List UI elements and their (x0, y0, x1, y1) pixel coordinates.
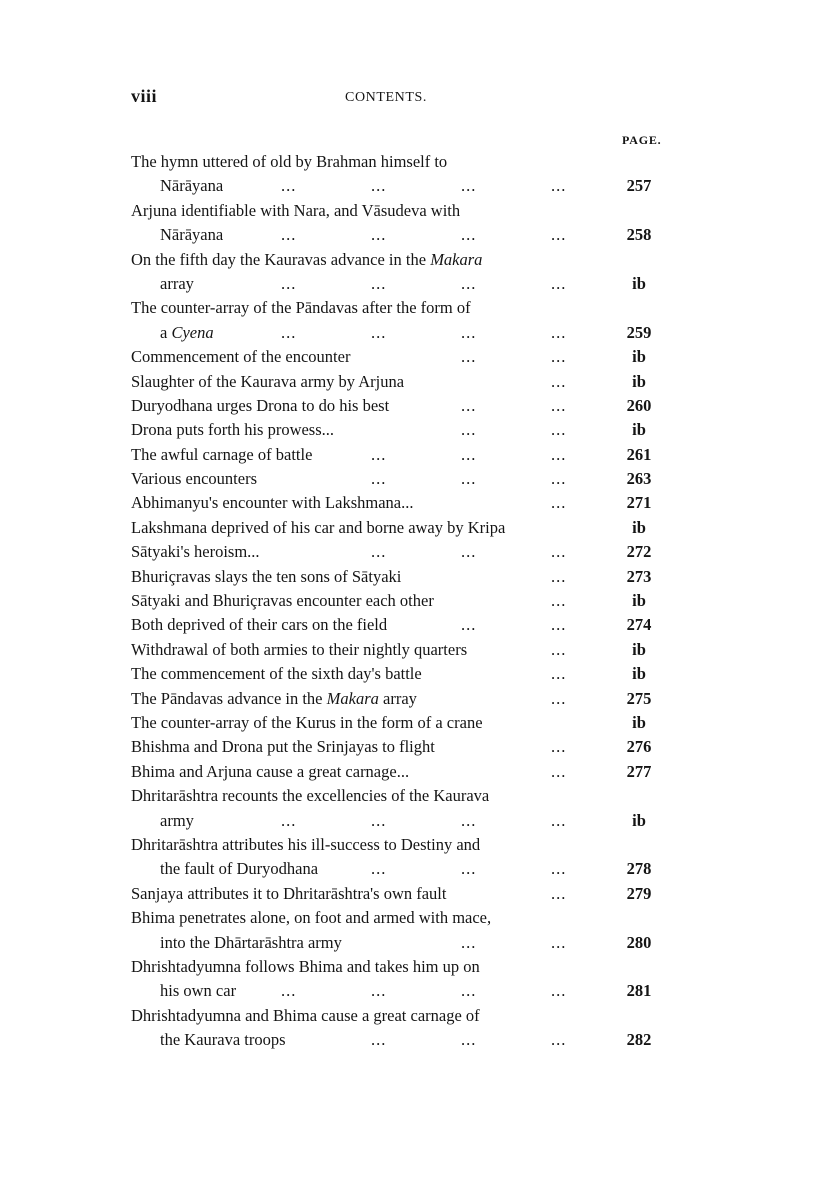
entry-text: Abhimanyu's encounter with Lakshmana... (131, 493, 414, 513)
toc-line (131, 174, 691, 198)
toc-entry (131, 711, 691, 735)
page-ref: 277 (626, 761, 652, 781)
dot-leader: ... (551, 322, 567, 342)
entry-text: Nārāyana (160, 176, 224, 196)
dot-leader: ... (461, 420, 477, 440)
dot-leader: ... (461, 322, 477, 342)
toc-entry (131, 735, 691, 759)
page-ref: 276 (626, 737, 652, 757)
toc-line (131, 272, 691, 296)
toc-line (131, 931, 691, 955)
dot-leader: ... (551, 420, 567, 440)
dot-leader: ... (551, 981, 567, 1001)
entry-text: The counter-array of the Pāndavas after the form of (131, 298, 471, 318)
page-ref: ib (632, 273, 646, 293)
toc-line (131, 491, 691, 515)
dot-leader: ... (281, 176, 297, 196)
entry-text: Drona puts forth his prowess... (131, 420, 335, 440)
entry-text: The hymn uttered of old by Brahman himself to (131, 152, 448, 171)
toc-entry (131, 516, 691, 540)
toc-entry (131, 906, 691, 955)
dot-leader: ... (461, 469, 477, 489)
page-ref: 257 (626, 176, 652, 196)
dot-leader: ... (461, 542, 477, 562)
toc-entry (131, 638, 691, 662)
dot-leader: ... (551, 395, 567, 415)
entry-text: array (160, 273, 194, 293)
page-ref: ib (632, 347, 646, 367)
page-ref: 274 (626, 615, 652, 635)
toc-entry (131, 613, 691, 637)
toc-line (131, 882, 691, 906)
dot-leader: ... (461, 444, 477, 464)
toc-line (131, 443, 691, 467)
toc-entry (131, 687, 691, 711)
toc-line (131, 418, 691, 442)
toc-line (131, 199, 691, 223)
page-ref: 271 (626, 493, 652, 513)
entry-text: the Kaurava troops (160, 1030, 286, 1050)
italic-term: Makara (430, 249, 483, 269)
dot-leader: ... (551, 1030, 567, 1050)
entry-text: Dhritarāshtra attributes his ill-success to Destiny and (131, 834, 481, 854)
dot-leader: ... (371, 322, 387, 342)
dot-leader: ... (371, 273, 387, 293)
toc-line (131, 711, 691, 735)
page-ref: ib (632, 591, 646, 611)
toc-line (131, 613, 691, 637)
dot-leader: ... (461, 981, 477, 1001)
dot-leader: ... (551, 664, 567, 684)
page-ref: ib (632, 371, 646, 391)
toc-entry (131, 296, 691, 345)
dot-leader: ... (551, 883, 567, 903)
dot-leader: ... (551, 542, 567, 562)
page-ref: 259 (626, 322, 652, 342)
italic-term: Makara (326, 688, 379, 708)
toc-line (131, 955, 691, 979)
toc-line (131, 857, 691, 881)
entry-text: a Cyena (160, 322, 214, 342)
entry-text: Nārāyana (160, 225, 224, 245)
page-ref: 278 (626, 859, 652, 879)
toc-entry (131, 467, 691, 491)
toc-line (131, 150, 691, 174)
dot-leader: ... (551, 347, 567, 367)
contents-list (131, 150, 691, 1052)
dot-leader: ... (551, 371, 567, 391)
page-ref: 282 (626, 1030, 652, 1050)
toc-line (131, 589, 691, 613)
dot-leader: ... (551, 566, 567, 586)
dot-leader: ... (371, 859, 387, 879)
dot-leader: ... (551, 688, 567, 708)
toc-line (131, 735, 691, 759)
dot-leader: ... (371, 1030, 387, 1050)
toc-entry (131, 540, 691, 564)
dot-leader: ... (551, 810, 567, 830)
dot-leader: ... (281, 273, 297, 293)
entry-text: Dhrishtadyumna and Bhima cause a great carnage of (131, 1005, 480, 1025)
entry-text: Bhishma and Drona put the Srinjayas to flight (131, 737, 435, 757)
page-ref: ib (632, 712, 646, 732)
page-ref: ib (632, 810, 646, 830)
dot-leader: ... (551, 932, 567, 952)
toc-line (131, 394, 691, 418)
toc-entry (131, 784, 691, 833)
toc-entry (131, 1004, 691, 1053)
toc-line (131, 833, 691, 857)
toc-line (131, 1004, 691, 1028)
italic-term: Cyena (171, 322, 214, 342)
page-ref: 258 (626, 225, 652, 245)
page-column-heading: PAGE. (622, 133, 662, 147)
toc-line (131, 638, 691, 662)
toc-entry (131, 955, 691, 1004)
toc-entry (131, 565, 691, 589)
dot-leader: ... (551, 591, 567, 611)
toc-entry (131, 345, 691, 369)
entry-text: army (160, 810, 194, 830)
page-ref: ib (632, 517, 646, 537)
page-ref: 273 (626, 566, 652, 586)
dot-leader: ... (461, 810, 477, 830)
toc-line (131, 467, 691, 491)
dot-leader: ... (461, 347, 477, 367)
toc-entry (131, 248, 691, 297)
entry-text: Sātyaki and Bhuriçravas encounter each other (131, 591, 434, 611)
dot-leader: ... (281, 322, 297, 342)
toc-entry (131, 394, 691, 418)
toc-entry (131, 443, 691, 467)
toc-line (131, 784, 691, 808)
entry-text: The awful carnage of battle (131, 444, 313, 464)
entry-text: into the Dhārtarāshtra army (160, 932, 342, 952)
toc-entry (131, 833, 691, 882)
toc-line (131, 248, 691, 272)
dot-leader: ... (371, 981, 387, 1001)
page-ref: 279 (626, 883, 652, 903)
page-ref: 280 (626, 932, 652, 952)
toc-entry (131, 199, 691, 248)
toc-line (131, 979, 691, 1003)
toc-line (131, 540, 691, 564)
entry-text: Arjuna identifiable with Nara, and Vāsudeva with (131, 200, 461, 220)
toc-entry (131, 662, 691, 686)
dot-leader: ... (461, 615, 477, 635)
running-head-title: CONTENTS. (345, 90, 428, 105)
page-ref: ib (632, 664, 646, 684)
toc-line (131, 321, 691, 345)
dot-leader: ... (461, 395, 477, 415)
toc-entry (131, 150, 691, 199)
entry-text: Both deprived of their cars on the field (131, 615, 388, 635)
page-ref: 260 (626, 395, 652, 415)
toc-line (131, 760, 691, 784)
entry-text: The Pāndavas advance in the Makara array (131, 688, 417, 708)
dot-leader: ... (281, 225, 297, 245)
toc-line (131, 565, 691, 589)
dot-leader: ... (551, 859, 567, 879)
entry-text: Dhrishtadyumna follows Bhima and takes him up on (131, 956, 480, 976)
entry-text: Bhima and Arjuna cause a great carnage... (131, 761, 410, 781)
entry-text: Dhritarāshtra recounts the excellencies of the Kaurava (131, 786, 490, 806)
toc-line (131, 687, 691, 711)
dot-leader: ... (461, 225, 477, 245)
toc-entry (131, 882, 691, 906)
entry-text: Sātyaki's heroism... (131, 542, 260, 562)
toc-entry (131, 491, 691, 515)
dot-leader: ... (461, 1030, 477, 1050)
toc-entry (131, 418, 691, 442)
entry-text: Commencement of the encounter (131, 347, 351, 367)
dot-leader: ... (461, 932, 477, 952)
page-ref: 281 (626, 981, 652, 1001)
toc-line (131, 370, 691, 394)
dot-leader: ... (461, 859, 477, 879)
dot-leader: ... (551, 761, 567, 781)
entry-text: Various encounters (131, 469, 258, 489)
toc-line (131, 662, 691, 686)
entry-text: Slaughter of the Kaurava army by Arjuna (131, 371, 405, 391)
entry-text: Sanjaya attributes it to Dhritarāshtra's own fault (131, 883, 447, 903)
page-ref: 261 (626, 444, 652, 464)
dot-leader: ... (551, 615, 567, 635)
toc-line (131, 906, 691, 930)
entry-text: The commencement of the sixth day's battle (131, 664, 422, 684)
dot-leader: ... (551, 639, 567, 659)
toc-entry (131, 370, 691, 394)
dot-leader: ... (551, 225, 567, 245)
dot-leader: ... (281, 981, 297, 1001)
dot-leader: ... (551, 737, 567, 757)
page-ref: 272 (626, 542, 652, 562)
entry-text: Lakshmana deprived of his car and borne away by Kripa (131, 517, 506, 537)
dot-leader: ... (371, 542, 387, 562)
dot-leader: ... (461, 176, 477, 196)
entry-text: Bhima penetrates alone, on foot and armed with mace, (131, 908, 492, 928)
entry-text: his own car (160, 981, 237, 1001)
dot-leader: ... (281, 810, 297, 830)
page-ref: ib (632, 639, 646, 659)
toc-line (131, 1028, 691, 1052)
page-number: viii (131, 86, 158, 106)
page-ref: 275 (626, 688, 652, 708)
entry-text: On the fifth day the Kauravas advance in the Makara (131, 249, 483, 269)
toc-line (131, 345, 691, 369)
toc-line (131, 809, 691, 833)
dot-leader: ... (461, 273, 477, 293)
page-ref: 263 (626, 469, 652, 489)
entry-text: Bhuriçravas slays the ten sons of Sātyaki (131, 566, 402, 586)
page-ref: ib (632, 420, 646, 440)
toc-entry (131, 589, 691, 613)
entry-text: Duryodhana urges Drona to do his best (131, 395, 390, 415)
entry-text: Withdrawal of both armies to their nightly quarters (131, 639, 468, 659)
dot-leader: ... (371, 444, 387, 464)
toc-entry (131, 760, 691, 784)
dot-leader: ... (371, 176, 387, 196)
dot-leader: ... (551, 176, 567, 196)
toc-line (131, 223, 691, 247)
dot-leader: ... (551, 469, 567, 489)
entry-text: The counter-array of the Kurus in the form of a crane (131, 712, 483, 732)
dot-leader: ... (371, 469, 387, 489)
dot-leader: ... (551, 493, 567, 513)
toc-line (131, 296, 691, 320)
dot-leader: ... (551, 273, 567, 293)
toc-line (131, 516, 691, 540)
entry-text: the fault of Duryodhana (160, 859, 319, 879)
dot-leader: ... (551, 444, 567, 464)
dot-leader: ... (371, 225, 387, 245)
dot-leader: ... (371, 810, 387, 830)
